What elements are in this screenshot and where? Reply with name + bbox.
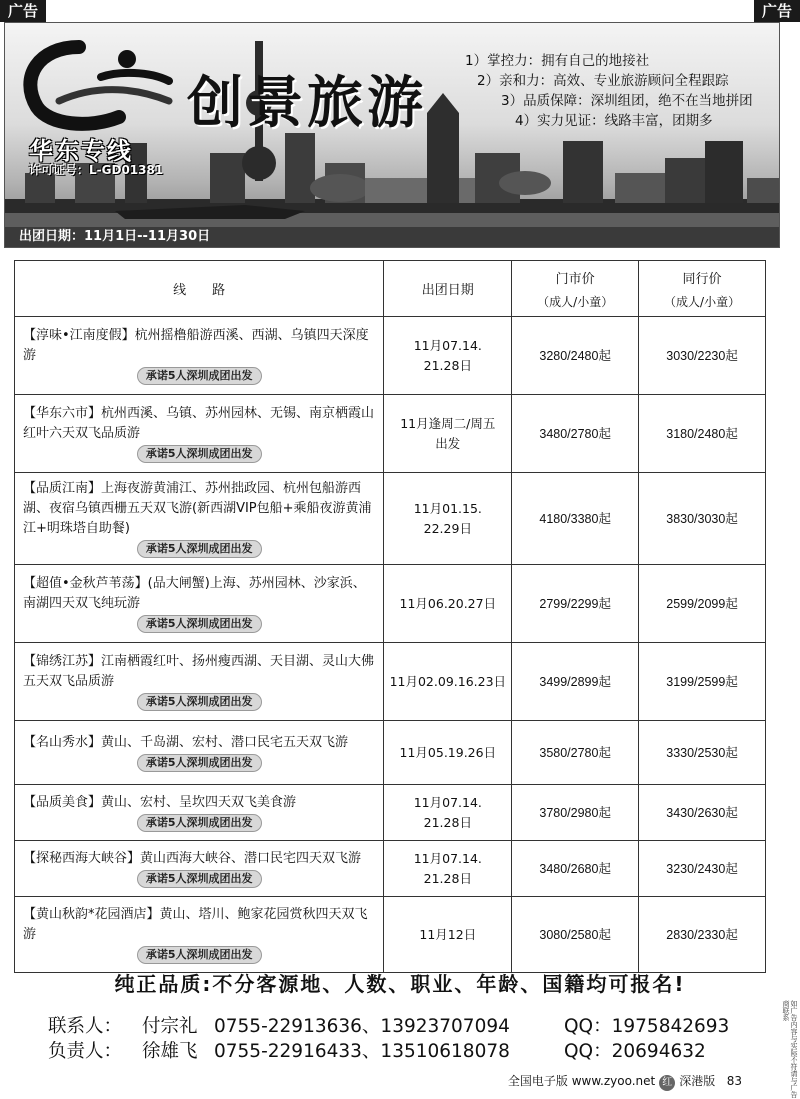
route-cell: 【锦绣江苏】江南栖霞红叶、扬州瘦西湖、天目湖、灵山大佛五天双飞品质游 承诺5人深圳成团出发	[15, 643, 384, 721]
license-number: 许可证号：L-GD01381	[29, 163, 164, 177]
footer-section: 深港版	[679, 1074, 716, 1088]
contact-role: 负责人：	[48, 1041, 123, 1062]
route-cell: 【华东六市】杭州西溪、乌镇、苏州园林、无锡、南京栖霞山红叶六天双飞品质游 承诺5人深圳成团出发	[15, 395, 384, 473]
table-row	[15, 317, 766, 395]
retail-price-cell: 3080/2580起	[512, 897, 639, 973]
contact-role: 联系人：	[48, 1016, 123, 1037]
date-cell: 11月02.09.16.23日	[384, 643, 512, 721]
table-row	[15, 643, 766, 721]
retail-price-cell: 3499/2899起	[512, 643, 639, 721]
table-row	[15, 565, 766, 643]
brand-title: 创景旅游	[187, 70, 427, 136]
trade-price-cell: 3230/2430起	[639, 841, 766, 897]
date-cell: 11月07.14. 21.28日	[384, 841, 512, 897]
retail-price-cell: 3580/2780起	[512, 721, 639, 785]
header-banner	[4, 22, 780, 248]
header-retail-price: 门市价 （成人/小童）	[512, 261, 639, 317]
promise-badge: 承诺5人深圳成团出发	[137, 754, 262, 772]
promise-badge: 承诺5人深圳成团出发	[137, 445, 262, 463]
table-row	[15, 395, 766, 473]
slogan-list	[465, 51, 753, 131]
contact-phone: 0755-22913636、13923707094	[214, 1016, 510, 1037]
slogan-item: 2）亲和力：高效、专业旅游顾问全程跟踪	[477, 73, 729, 89]
retail-price-cell: 2799/2299起	[512, 565, 639, 643]
contact-qq: QQ：1975842693	[564, 1016, 730, 1037]
slogan-item: 1）掌控力：拥有自己的地接社	[465, 53, 650, 69]
table-row	[15, 785, 766, 841]
retail-price-cell: 3480/2680起	[512, 841, 639, 897]
trade-price-cell: 3199/2599起	[639, 643, 766, 721]
page-number: 83	[726, 1074, 742, 1088]
table-row	[15, 841, 766, 897]
table-row	[15, 473, 766, 565]
date-cell: 11月12日	[384, 897, 512, 973]
route-price-table	[14, 260, 766, 973]
side-disclaimer: 如广告内容与实际不符请与广告商联系	[782, 1000, 798, 1098]
retail-price-cell: 4180/3380起	[512, 473, 639, 565]
route-line-name: 华东专线	[29, 137, 133, 165]
departure-date-bar: 出团日期：11月1日--11月30日	[5, 227, 779, 247]
trade-price-cell: 2599/2099起	[639, 565, 766, 643]
route-cell: 【淳味•江南度假】杭州摇橹船游西溪、西湖、乌镇四天深度游 承诺5人深圳成团出发	[15, 317, 384, 395]
trade-price-cell: 3830/3030起	[639, 473, 766, 565]
trade-price-cell: 3330/2530起	[639, 721, 766, 785]
ad-tag-right: 广告	[754, 0, 800, 22]
red-badge-icon: 红	[659, 1075, 675, 1091]
date-cell: 11月01.15. 22.29日	[384, 473, 512, 565]
contact-qq: QQ：20694632	[564, 1041, 706, 1062]
retail-price-cell: 3780/2980起	[512, 785, 639, 841]
slogan-item: 4）实力见证：线路丰富，团期多	[515, 113, 713, 129]
retail-price-cell: 3480/2780起	[512, 395, 639, 473]
route-cell: 【超值•金秋芦苇荡】(品大闸蟹)上海、苏州园林、沙家浜、南湖四天双飞纯玩游 承诺5人深圳成团出发	[15, 565, 384, 643]
header-date: 出团日期	[384, 261, 512, 317]
trade-price-cell: 2830/2330起	[639, 897, 766, 973]
promise-badge: 承诺5人深圳成团出发	[137, 540, 262, 558]
date-cell: 11月逢周二/周五 出发	[384, 395, 512, 473]
contact-name: 付宗礼	[142, 1016, 198, 1037]
promise-badge: 承诺5人深圳成团出发	[137, 615, 262, 633]
slogan-item: 3）品质保障：深圳组团，绝不在当地拼团	[501, 93, 753, 109]
route-cell: 【品质江南】上海夜游黄浦江、苏州拙政园、杭州包船游西湖、夜宿乌镇西栅五天双飞游(新西湖VIP包船+乘船夜游黄浦江+明珠塔自助餐) 承诺5人深圳成团出发	[15, 473, 384, 565]
ad-tag-left: 广告	[0, 0, 46, 22]
table-row	[15, 897, 766, 973]
contact-phone: 0755-22916433、13510618078	[214, 1041, 510, 1062]
route-cell: 【黄山秋韵*花园酒店】黄山、塔川、鲍家花园赏秋四天双飞游 承诺5人深圳成团出发	[15, 897, 384, 973]
route-cell: 【探秘西海大峡谷】黄山西海大峡谷、潜口民宅四天双飞游 承诺5人深圳成团出发	[15, 841, 384, 897]
contact-name: 徐雄飞	[142, 1041, 198, 1062]
table-row	[15, 721, 766, 785]
promise-badge: 承诺5人深圳成团出发	[137, 367, 262, 385]
promise-badge: 承诺5人深圳成团出发	[137, 814, 262, 832]
retail-price-cell: 3280/2480起	[512, 317, 639, 395]
header-trade-price: 同行价 （成人/小童）	[639, 261, 766, 317]
promise-badge: 承诺5人深圳成团出发	[137, 870, 262, 888]
trade-price-cell: 3180/2480起	[639, 395, 766, 473]
date-cell: 11月07.14. 21.28日	[384, 785, 512, 841]
footer-edition: 全国电子版 www.zyoo.net	[507, 1074, 656, 1088]
date-cell: 11月05.19.26日	[384, 721, 512, 785]
promise-badge: 承诺5人深圳成团出发	[137, 693, 262, 711]
route-cell: 【名山秀水】黄山、千岛湖、宏村、潜口民宅五天双飞游 承诺5人深圳成团出发	[15, 721, 384, 785]
route-cell: 【品质美食】黄山、宏村、呈坎四天双飞美食游 承诺5人深圳成团出发	[15, 785, 384, 841]
contact-line	[48, 1037, 706, 1063]
header-route: 线 路	[15, 261, 384, 317]
page-footer	[508, 1072, 742, 1091]
quality-statement: 纯正品质:不分客源地、人数、职业、年龄、国籍均可报名!	[114, 972, 686, 996]
trade-price-cell: 3030/2230起	[639, 317, 766, 395]
date-cell: 11月07.14. 21.28日	[384, 317, 512, 395]
date-cell: 11月06.20.27日	[384, 565, 512, 643]
trade-price-cell: 3430/2630起	[639, 785, 766, 841]
promise-badge: 承诺5人深圳成团出发	[137, 946, 262, 964]
table-header-row	[15, 261, 766, 317]
contact-line	[48, 1012, 729, 1038]
